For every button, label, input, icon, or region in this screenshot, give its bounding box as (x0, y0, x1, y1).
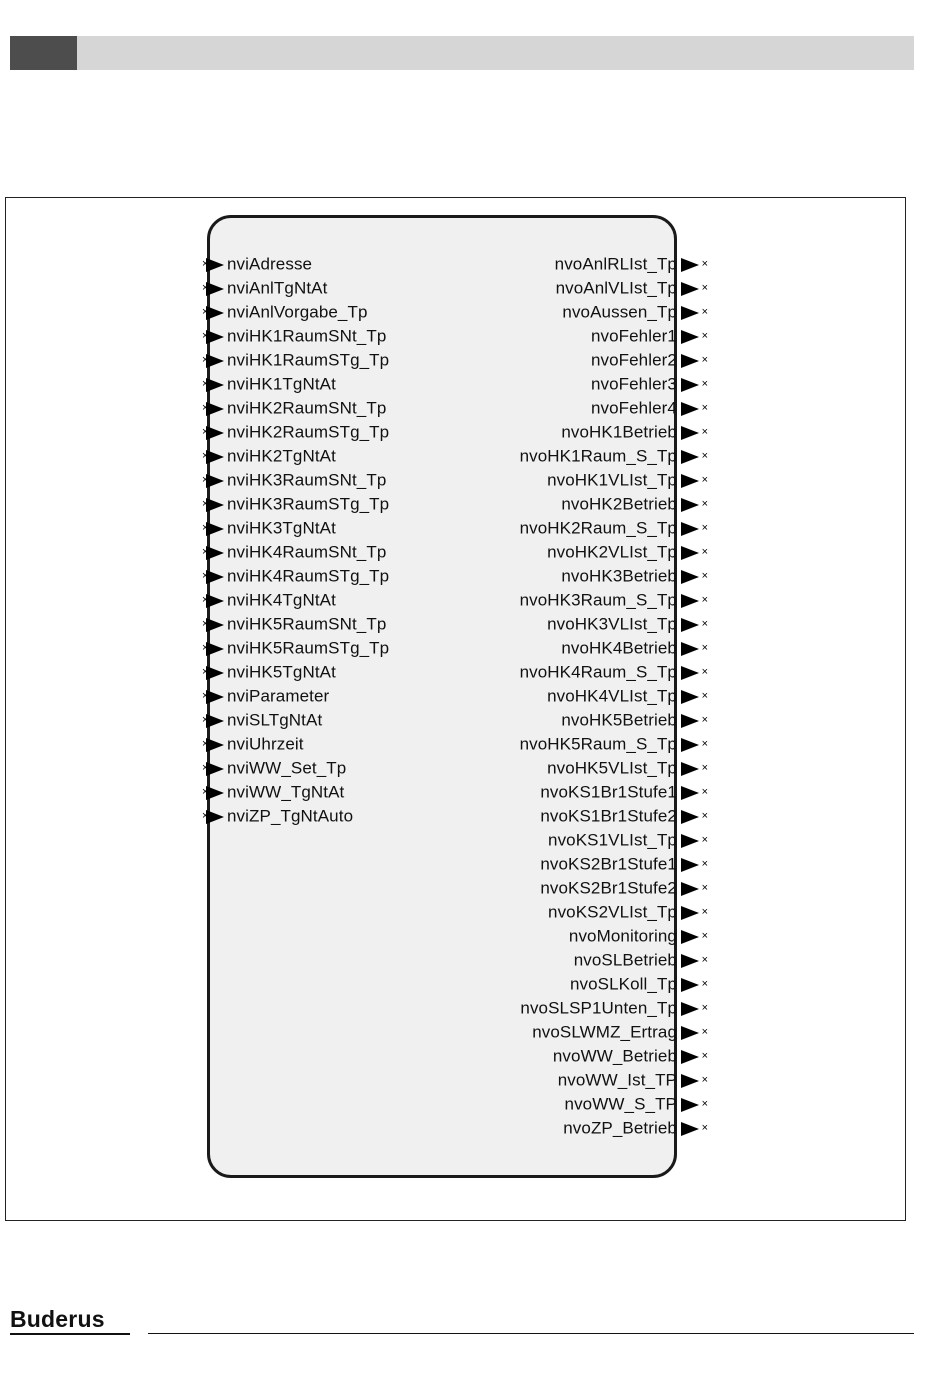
unconnected-x-icon: × (701, 666, 708, 679)
input-port-label: nviWW_Set_Tp (227, 758, 347, 778)
input-port-label: nviAdresse (227, 254, 313, 274)
unconnected-x-icon: × (202, 738, 209, 751)
output-port-label: nvoHK4Raum_S_Tp (519, 662, 677, 682)
unconnected-x-icon: × (701, 1074, 708, 1087)
unconnected-x-icon: × (701, 810, 708, 823)
unconnected-x-icon: × (701, 858, 708, 871)
unconnected-x-icon: × (701, 930, 708, 943)
input-port-label: nviHK2RaumSTg_Tp (227, 422, 390, 442)
unconnected-x-icon: × (701, 714, 708, 727)
unconnected-x-icon: × (202, 450, 209, 463)
unconnected-x-icon: × (701, 762, 708, 775)
input-port-label: nviHK1RaumSNt_Tp (227, 326, 387, 346)
output-port-label: nvoMonitoring (568, 926, 677, 946)
unconnected-x-icon: × (202, 474, 209, 487)
function-block (207, 215, 677, 1178)
input-port-label: nviHK5RaumSTg_Tp (227, 638, 390, 658)
output-port-label: nvoHK5VLIst_Tp (547, 758, 677, 778)
input-port-label: nviSLTgNtAt (227, 710, 323, 730)
output-port-label: nvoHK4Betrieb (561, 638, 677, 658)
output-port-label: nvoFehler3 (590, 374, 677, 394)
unconnected-x-icon: × (202, 690, 209, 703)
unconnected-x-icon: × (202, 498, 209, 511)
output-port-label: nvoHK3VLIst_Tp (547, 614, 677, 634)
unconnected-x-icon: × (701, 738, 708, 751)
header-tab (10, 36, 77, 70)
unconnected-x-icon: × (701, 594, 708, 607)
input-port-label: nviHK2RaumSNt_Tp (227, 398, 387, 418)
unconnected-x-icon: × (701, 690, 708, 703)
unconnected-x-icon: × (701, 354, 708, 367)
output-port-label: nvoZP_Betrieb (563, 1118, 677, 1138)
unconnected-x-icon: × (701, 1002, 708, 1015)
footer-rule (148, 1333, 914, 1334)
output-port-label: nvoSLWMZ_Ertrag (532, 1022, 677, 1042)
output-port-label: nvoFehler1 (590, 326, 677, 346)
input-port-label: nviHK3RaumSNt_Tp (227, 470, 387, 490)
output-port-label: nvoAussen_Tp (562, 302, 677, 322)
output-port-label: nvoHK1Betrieb (561, 422, 677, 442)
unconnected-x-icon: × (202, 810, 209, 823)
output-port-label: nvoHK5Raum_S_Tp (519, 734, 677, 754)
unconnected-x-icon: × (202, 330, 209, 343)
unconnected-x-icon: × (701, 282, 708, 295)
unconnected-x-icon: × (701, 1050, 708, 1063)
unconnected-x-icon: × (701, 450, 708, 463)
unconnected-x-icon: × (701, 546, 708, 559)
unconnected-x-icon: × (202, 594, 209, 607)
output-port-label: nvoKS2Br1Stufe1 (540, 854, 677, 874)
unconnected-x-icon: × (701, 834, 708, 847)
unconnected-x-icon: × (202, 666, 209, 679)
unconnected-x-icon: × (202, 378, 209, 391)
output-port-label: nvoSLBetrieb (573, 950, 677, 970)
output-port-label: nvoKS2VLIst_Tp (548, 902, 677, 922)
output-port-label: nvoWW_S_TP (564, 1094, 677, 1114)
input-port-label: nviHK4TgNtAt (227, 590, 336, 610)
output-port-label: nvoWW_Ist_TP (557, 1070, 677, 1090)
input-port-label: nviHK3RaumSTg_Tp (227, 494, 390, 514)
input-port-label: nviAnlTgNtAt (227, 278, 328, 298)
unconnected-x-icon: × (202, 306, 209, 319)
output-port-label: nvoSLKoll_Tp (569, 974, 677, 994)
input-port-label: nviHK5TgNtAt (227, 662, 336, 682)
unconnected-x-icon: × (701, 906, 708, 919)
output-port-label: nvoAnlVLIst_Tp (555, 278, 677, 298)
output-port-label: nvoHK1VLIst_Tp (547, 470, 677, 490)
unconnected-x-icon: × (701, 330, 708, 343)
unconnected-x-icon: × (701, 306, 708, 319)
output-port-label: nvoKS1Br1Stufe2 (540, 806, 677, 826)
output-port-label: nvoFehler4 (590, 398, 677, 418)
input-port-label: nviHK3TgNtAt (227, 518, 336, 538)
unconnected-x-icon: × (202, 426, 209, 439)
unconnected-x-icon: × (202, 786, 209, 799)
output-port-label: nvoHK3Betrieb (561, 566, 677, 586)
unconnected-x-icon: × (701, 1098, 708, 1111)
unconnected-x-icon: × (202, 522, 209, 535)
unconnected-x-icon: × (202, 762, 209, 775)
unconnected-x-icon: × (202, 618, 209, 631)
input-port-label: nviHK4RaumSTg_Tp (227, 566, 390, 586)
unconnected-x-icon: × (202, 258, 209, 271)
input-port-label: nviZP_TgNtAuto (227, 806, 354, 826)
output-port-label: nvoAnlRLIst_Tp (554, 254, 677, 274)
output-port-label: nvoKS1Br1Stufe1 (540, 782, 677, 802)
output-port-label: nvoHK1Raum_S_Tp (519, 446, 677, 466)
input-port-label: nviHK1RaumSTg_Tp (227, 350, 390, 370)
unconnected-x-icon: × (701, 426, 708, 439)
unconnected-x-icon: × (701, 402, 708, 415)
input-port-label: nviHK5RaumSNt_Tp (227, 614, 387, 634)
unconnected-x-icon: × (701, 618, 708, 631)
unconnected-x-icon: × (202, 546, 209, 559)
unconnected-x-icon: × (701, 882, 708, 895)
unconnected-x-icon: × (701, 258, 708, 271)
output-port-label: nvoFehler2 (590, 350, 677, 370)
unconnected-x-icon: × (701, 474, 708, 487)
unconnected-x-icon: × (701, 642, 708, 655)
output-port-label: nvoHK3Raum_S_Tp (519, 590, 677, 610)
unconnected-x-icon: × (202, 642, 209, 655)
output-port-label: nvoKS2Br1Stufe2 (540, 878, 677, 898)
output-port-label: nvoWW_Betrieb (552, 1046, 677, 1066)
unconnected-x-icon: × (202, 570, 209, 583)
unconnected-x-icon: × (701, 954, 708, 967)
brand-logo: Buderus (10, 1306, 105, 1332)
output-port-label: nvoHK2Raum_S_Tp (519, 518, 677, 538)
input-port-label: nviParameter (227, 686, 330, 706)
brand-logo-underline (10, 1333, 130, 1335)
output-port-label: nvoHK2Betrieb (561, 494, 677, 514)
unconnected-x-icon: × (701, 378, 708, 391)
unconnected-x-icon: × (202, 402, 209, 415)
unconnected-x-icon: × (202, 714, 209, 727)
input-port-label: nviHK1TgNtAt (227, 374, 336, 394)
output-port-label: nvoKS1VLIst_Tp (548, 830, 677, 850)
output-port-label: nvoSLSP1Unten_Tp (520, 998, 677, 1018)
unconnected-x-icon: × (202, 282, 209, 295)
input-port-label: nviUhrzeit (227, 734, 304, 754)
input-port-label: nviHK2TgNtAt (227, 446, 336, 466)
header-bar (10, 36, 914, 70)
output-port-label: nvoHK2VLIst_Tp (547, 542, 677, 562)
output-port-label: nvoHK5Betrieb (561, 710, 677, 730)
unconnected-x-icon: × (701, 1122, 708, 1135)
unconnected-x-icon: × (202, 354, 209, 367)
unconnected-x-icon: × (701, 498, 708, 511)
unconnected-x-icon: × (701, 570, 708, 583)
input-port-label: nviHK4RaumSNt_Tp (227, 542, 387, 562)
input-port-label: nviWW_TgNtAt (227, 782, 345, 802)
output-port-label: nvoHK4VLIst_Tp (547, 686, 677, 706)
unconnected-x-icon: × (701, 1026, 708, 1039)
unconnected-x-icon: × (701, 786, 708, 799)
unconnected-x-icon: × (701, 978, 708, 991)
unconnected-x-icon: × (701, 522, 708, 535)
input-port-label: nviAnlVorgabe_Tp (227, 302, 368, 322)
